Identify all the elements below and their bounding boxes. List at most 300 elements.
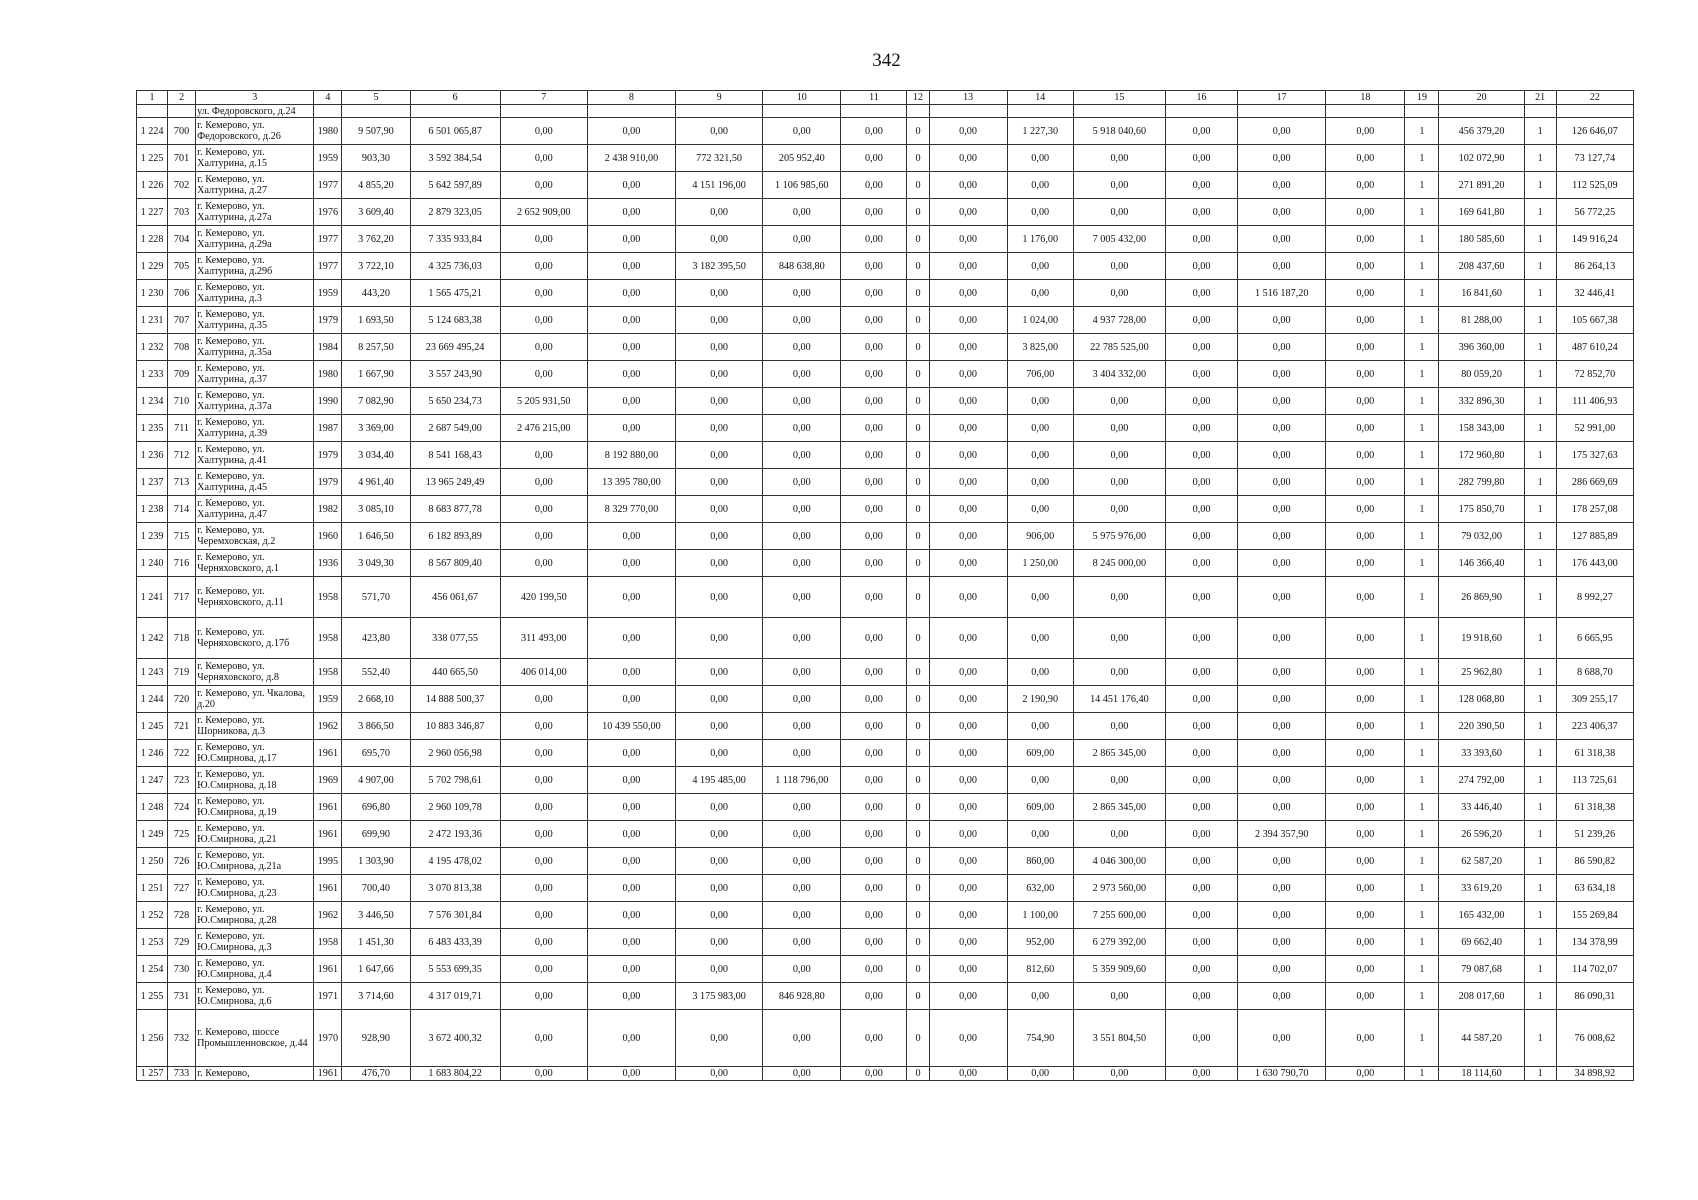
table-cell: 0,00: [929, 442, 1007, 469]
table-cell: 3 404 332,00: [1073, 361, 1165, 388]
table-cell: 0,00: [1238, 902, 1326, 929]
table-cell: 0,00: [1007, 983, 1073, 1010]
table-cell: 0,00: [929, 280, 1007, 307]
table-cell: 3 866,50: [342, 713, 410, 740]
table-cell: 2 190,90: [1007, 686, 1073, 713]
table-cell: 80 059,20: [1439, 361, 1524, 388]
table-cell: 26 869,90: [1439, 577, 1524, 618]
table-cell: 0,00: [500, 226, 587, 253]
table-cell: 0,00: [1073, 415, 1165, 442]
table-cell: 1976: [314, 199, 342, 226]
table-cell: 1 242: [137, 618, 168, 659]
table-cell: 6 279 392,00: [1073, 929, 1165, 956]
table-cell: 6 501 065,87: [410, 118, 500, 145]
table-row: [137, 226, 1634, 253]
table-cell: 571,70: [342, 577, 410, 618]
table-cell: 1: [1524, 848, 1556, 875]
table-cell: 0,00: [1165, 618, 1237, 659]
table-cell: 1 232: [137, 334, 168, 361]
table-cell: 286 669,69: [1556, 469, 1633, 496]
table-cell: 0,00: [1073, 253, 1165, 280]
table-cell: 1995: [314, 848, 342, 875]
table-cell: 6 182 893,89: [410, 523, 500, 550]
address-cell: г. Кемерово, ул. Ю.Смирнова, д.23: [196, 875, 314, 902]
table-cell: 0,00: [841, 361, 907, 388]
table-cell: 1 235: [137, 415, 168, 442]
table-cell: 0,00: [676, 902, 763, 929]
table-cell: 169 641,80: [1439, 199, 1524, 226]
table-cell: 5 918 040,60: [1073, 118, 1165, 145]
table-cell: 114 702,07: [1556, 956, 1633, 983]
table-cell: 0,00: [1326, 199, 1405, 226]
table-cell: 0: [907, 577, 929, 618]
table-cell: 0,00: [1007, 659, 1073, 686]
table-cell: 0: [907, 253, 929, 280]
table-cell: 4 325 736,03: [410, 253, 500, 280]
table-cell: 0,00: [841, 172, 907, 199]
table-cell: 0: [907, 875, 929, 902]
table-cell: 1979: [314, 469, 342, 496]
table-cell: 0,00: [1326, 956, 1405, 983]
table-cell: 1: [1405, 686, 1439, 713]
table-cell: 5 205 931,50: [500, 388, 587, 415]
table-cell: 0,00: [763, 199, 841, 226]
column-number-header: 1: [137, 91, 168, 105]
table-cell: 0,00: [676, 929, 763, 956]
column-number-header: 19: [1405, 91, 1439, 105]
table-cell: 1: [1524, 280, 1556, 307]
table-cell: 178 257,08: [1556, 496, 1633, 523]
table-cell: 0,00: [1238, 334, 1326, 361]
table-cell: 3 592 384,54: [410, 145, 500, 172]
table-cell: 0,00: [1238, 469, 1326, 496]
table-cell: 0,00: [500, 848, 587, 875]
table-cell: 0,00: [1238, 550, 1326, 577]
table-cell: 0,00: [676, 1067, 763, 1081]
table-cell: 4 937 728,00: [1073, 307, 1165, 334]
table-cell: 176 443,00: [1556, 550, 1633, 577]
table-cell: 0,00: [1326, 794, 1405, 821]
table-cell: 0,00: [1165, 469, 1237, 496]
table-cell: 0,00: [763, 118, 841, 145]
table-cell: 0,00: [1326, 172, 1405, 199]
table-cell: 0,00: [841, 307, 907, 334]
table-cell: 0,00: [763, 307, 841, 334]
table-cell: 0,00: [1073, 983, 1165, 1010]
table-cell: 63 634,18: [1556, 875, 1633, 902]
table-cell: 0,00: [929, 118, 1007, 145]
table-cell: 0,00: [676, 713, 763, 740]
table-cell: 928,90: [342, 1010, 410, 1067]
column-number-header: 8: [587, 91, 675, 105]
table-cell: 134 378,99: [1556, 929, 1633, 956]
table-cell: 0,00: [1165, 956, 1237, 983]
table-cell: 1: [1405, 875, 1439, 902]
table-cell: 0,00: [841, 199, 907, 226]
table-cell: 1: [1405, 577, 1439, 618]
table-cell: 0,00: [1165, 145, 1237, 172]
table-cell: 0,00: [841, 496, 907, 523]
table-cell: 0,00: [841, 226, 907, 253]
table-cell: 705: [168, 253, 196, 280]
table-cell: 8 192 880,00: [587, 442, 675, 469]
table-cell: 0: [907, 740, 929, 767]
table-cell: 1987: [314, 415, 342, 442]
table-cell: 0,00: [763, 523, 841, 550]
table-cell: 1: [1524, 145, 1556, 172]
table-cell: 2 394 357,90: [1238, 821, 1326, 848]
table-cell: 0,00: [587, 199, 675, 226]
table-cell: 332 896,30: [1439, 388, 1524, 415]
table-cell: 13 965 249,49: [410, 469, 500, 496]
table-cell: 112 525,09: [1556, 172, 1633, 199]
table-cell: 0: [907, 496, 929, 523]
table-cell: 695,70: [342, 740, 410, 767]
column-number-header: 2: [168, 91, 196, 105]
table-cell: 0,00: [500, 280, 587, 307]
address-cell: г. Кемерово, ул. Ю.Смирнова, д.28: [196, 902, 314, 929]
table-row: [137, 902, 1634, 929]
table-cell: 8 245 000,00: [1073, 550, 1165, 577]
table-cell: 5 642 597,89: [410, 172, 500, 199]
table-cell: 702: [168, 172, 196, 199]
table-cell: 0,00: [1326, 442, 1405, 469]
column-number-header: 21: [1524, 91, 1556, 105]
table-cell: 1 244: [137, 686, 168, 713]
table-cell: 0,00: [763, 956, 841, 983]
table-cell: 1: [1524, 618, 1556, 659]
address-cell: г. Кемерово, ул. Халтурина, д.35а: [196, 334, 314, 361]
table-cell: 72 852,70: [1556, 361, 1633, 388]
table-cell: 0,00: [1073, 767, 1165, 794]
table-row: [137, 145, 1634, 172]
table-cell: 1979: [314, 442, 342, 469]
table-cell: 0,00: [676, 307, 763, 334]
table-cell: 0,00: [1073, 821, 1165, 848]
table-cell: 715: [168, 523, 196, 550]
table-cell: 1: [1524, 875, 1556, 902]
table-cell: 706,00: [1007, 361, 1073, 388]
table-cell: 0,00: [841, 821, 907, 848]
table-cell: 1: [1524, 469, 1556, 496]
table-cell: 1 565 475,21: [410, 280, 500, 307]
table-cell: 0: [907, 929, 929, 956]
table-cell: 0,00: [1326, 929, 1405, 956]
table-cell: 0,00: [841, 334, 907, 361]
table-cell: 0,00: [763, 929, 841, 956]
table-row: [137, 388, 1634, 415]
table-cell: 0: [907, 686, 929, 713]
table-cell: 0,00: [841, 577, 907, 618]
table-cell: 1958: [314, 929, 342, 956]
table-cell: 952,00: [1007, 929, 1073, 956]
table-cell: 0,00: [763, 334, 841, 361]
table-cell: 158 343,00: [1439, 415, 1524, 442]
table-cell: 0,00: [929, 496, 1007, 523]
address-cell: г. Кемерово, ул. Ю.Смирнова, д.21а: [196, 848, 314, 875]
table-cell: 0,00: [676, 956, 763, 983]
column-number-header: 7: [500, 91, 587, 105]
table-cell: 0,00: [763, 686, 841, 713]
table-cell: 0,00: [841, 929, 907, 956]
table-cell: 0,00: [763, 415, 841, 442]
table-cell: 0,00: [929, 145, 1007, 172]
table-cell: 0,00: [763, 1067, 841, 1081]
table-cell: 1958: [314, 618, 342, 659]
table-cell: 1 024,00: [1007, 307, 1073, 334]
table-cell: 1 647,66: [342, 956, 410, 983]
table-cell: 1 250,00: [1007, 550, 1073, 577]
table-cell: 8 329 770,00: [587, 496, 675, 523]
address-cell: г. Кемерово, ул. Халтурина, д.15: [196, 145, 314, 172]
table-cell: 4 195 478,02: [410, 848, 500, 875]
table-cell: 1: [1405, 442, 1439, 469]
table-cell: 772 321,50: [676, 145, 763, 172]
table-cell: 0: [907, 659, 929, 686]
table-body: [137, 105, 1634, 1081]
table-cell: 3 672 400,32: [410, 1010, 500, 1067]
table-cell: 609,00: [1007, 794, 1073, 821]
table-cell: 0,00: [587, 659, 675, 686]
table-cell: 0,00: [1073, 496, 1165, 523]
table-cell: 1: [1405, 334, 1439, 361]
table-cell: 0,00: [929, 618, 1007, 659]
table-cell: 0,00: [500, 956, 587, 983]
table-cell: 4 151 196,00: [676, 172, 763, 199]
table-cell: 0,00: [676, 415, 763, 442]
table-cell: 0,00: [1007, 577, 1073, 618]
table-cell: 0,00: [1326, 767, 1405, 794]
table-cell: 707: [168, 307, 196, 334]
address-cell: г. Кемерово, ул. Халтурина, д.41: [196, 442, 314, 469]
table-cell: 1 255: [137, 983, 168, 1010]
table-cell: 13 395 780,00: [587, 469, 675, 496]
table-cell: 4 317 019,71: [410, 983, 500, 1010]
table-cell: 0,00: [841, 415, 907, 442]
table-cell: 0,00: [1238, 740, 1326, 767]
table-cell: 5 124 683,38: [410, 307, 500, 334]
table-cell: 0,00: [763, 740, 841, 767]
table-cell: 0,00: [841, 253, 907, 280]
table-cell: 5 702 798,61: [410, 767, 500, 794]
table-cell: 180 585,60: [1439, 226, 1524, 253]
table-cell: 0,00: [841, 686, 907, 713]
table-cell: 0,00: [676, 686, 763, 713]
table-cell: 0: [907, 361, 929, 388]
table-cell: 0: [907, 307, 929, 334]
table-cell: 732: [168, 1010, 196, 1067]
table-cell: 0,00: [929, 875, 1007, 902]
table-cell: 0,00: [676, 496, 763, 523]
table-cell: 0,00: [763, 226, 841, 253]
table-cell: 1 227,30: [1007, 118, 1073, 145]
table-cell: 1 226: [137, 172, 168, 199]
table-cell: 102 072,90: [1439, 145, 1524, 172]
table-cell: 1 227: [137, 199, 168, 226]
address-cell: г. Кемерово, ул. Черняховского, д.11: [196, 577, 314, 618]
table-cell: 0,00: [500, 550, 587, 577]
table-cell: 706: [168, 280, 196, 307]
table-cell: 0,00: [763, 794, 841, 821]
table-cell: 69 662,40: [1439, 929, 1524, 956]
table-cell: 0,00: [929, 659, 1007, 686]
table-cell: 0,00: [1238, 577, 1326, 618]
address-cell: г. Кемерово,: [196, 1067, 314, 1081]
table-cell: 0,00: [587, 686, 675, 713]
table-cell: 1: [1405, 226, 1439, 253]
table-cell: 0,00: [1326, 577, 1405, 618]
table-cell: 0,00: [1326, 145, 1405, 172]
table-cell: 0,00: [676, 442, 763, 469]
table-cell: 172 960,80: [1439, 442, 1524, 469]
address-cell: г. Кемерово, ул. Халтурина, д.35: [196, 307, 314, 334]
table-cell: 3 557 243,90: [410, 361, 500, 388]
table-cell: 0,00: [1007, 767, 1073, 794]
table-cell: 3 551 804,50: [1073, 1010, 1165, 1067]
table-cell: 0,00: [1238, 253, 1326, 280]
table-cell: 0,00: [763, 442, 841, 469]
table-cell: 274 792,00: [1439, 767, 1524, 794]
table-cell: 2 865 345,00: [1073, 794, 1165, 821]
table-cell: 0,00: [1326, 902, 1405, 929]
table-cell: 0,00: [500, 1010, 587, 1067]
table-row: [137, 821, 1634, 848]
table-cell: 0,00: [1165, 794, 1237, 821]
table-cell: 0,00: [929, 1067, 1007, 1081]
table-cell: 0,00: [500, 523, 587, 550]
table-cell: 1 243: [137, 659, 168, 686]
table-cell: 0,00: [1007, 172, 1073, 199]
table-cell: 0,00: [1238, 875, 1326, 902]
housing-register-table: [136, 90, 1634, 1081]
table-cell: 1: [1405, 307, 1439, 334]
table-cell: 0,00: [500, 767, 587, 794]
table-cell: 0,00: [1326, 334, 1405, 361]
table-cell: 1: [1524, 388, 1556, 415]
table-cell: 86 264,13: [1556, 253, 1633, 280]
table-cell: 4 961,40: [342, 469, 410, 496]
column-number-header: 18: [1326, 91, 1405, 105]
table-cell: 0,00: [763, 875, 841, 902]
table-cell: 1982: [314, 496, 342, 523]
table-cell: 0,00: [1326, 361, 1405, 388]
table-row: [137, 469, 1634, 496]
table-cell: 311 493,00: [500, 618, 587, 659]
table-cell: 10 439 550,00: [587, 713, 675, 740]
table-row: [137, 118, 1634, 145]
table-cell: 717: [168, 577, 196, 618]
table-cell: 0,00: [841, 713, 907, 740]
table-cell: 719: [168, 659, 196, 686]
table-cell: 0,00: [1073, 388, 1165, 415]
table-cell: 0,00: [929, 686, 1007, 713]
column-number-header: 12: [907, 91, 929, 105]
table-cell: 0,00: [841, 442, 907, 469]
table-cell: 0,00: [676, 659, 763, 686]
table-cell: 0,00: [1238, 983, 1326, 1010]
table-cell: 0,00: [841, 956, 907, 983]
table-cell: 0,00: [763, 280, 841, 307]
address-cell: г. Кемерово, ул. Ю.Смирнова, д.4: [196, 956, 314, 983]
address-cell: г. Кемерово, ул. Чкалова, д.20: [196, 686, 314, 713]
table-cell: 0,00: [1238, 523, 1326, 550]
table-cell: 1961: [314, 821, 342, 848]
table-cell: 730: [168, 956, 196, 983]
table-cell: 724: [168, 794, 196, 821]
table-cell: 0,00: [1073, 659, 1165, 686]
table-cell: 51 239,26: [1556, 821, 1633, 848]
table-cell: 282 799,80: [1439, 469, 1524, 496]
table-cell: 0: [907, 145, 929, 172]
table-cell: 1958: [314, 659, 342, 686]
table-cell: 1: [1524, 118, 1556, 145]
table-cell: 0,00: [587, 902, 675, 929]
table-cell: 0: [907, 523, 929, 550]
table-cell: 0,00: [763, 361, 841, 388]
table-cell: 1: [1524, 740, 1556, 767]
table-cell: 1: [1524, 1010, 1556, 1067]
table-cell: 0,00: [929, 848, 1007, 875]
table-cell: 0,00: [929, 956, 1007, 983]
table-row: [137, 1010, 1634, 1067]
table-cell: 1: [1405, 199, 1439, 226]
table-cell: 208 437,60: [1439, 253, 1524, 280]
table-cell: 0,00: [676, 388, 763, 415]
table-cell: 1: [1405, 415, 1439, 442]
table-cell: 0,00: [1165, 713, 1237, 740]
table-cell: 0,00: [929, 415, 1007, 442]
table-cell: 0,00: [500, 821, 587, 848]
table-cell: 0,00: [929, 1010, 1007, 1067]
table-cell: 0,00: [1073, 172, 1165, 199]
table-cell: 0: [907, 1010, 929, 1067]
table-cell: 8 567 809,40: [410, 550, 500, 577]
table-cell: 1: [1405, 740, 1439, 767]
address-cell: г. Кемерово, ул. Ю.Смирнова, д.18: [196, 767, 314, 794]
table-cell: 0,00: [1073, 713, 1165, 740]
table-cell: 1: [1524, 577, 1556, 618]
table-cell: 0,00: [500, 307, 587, 334]
table-cell: 0,00: [676, 523, 763, 550]
table-cell: 718: [168, 618, 196, 659]
table-cell: 2 960 109,78: [410, 794, 500, 821]
table-cell: 0,00: [929, 767, 1007, 794]
table-cell: 0,00: [500, 740, 587, 767]
table-cell: 33 393,60: [1439, 740, 1524, 767]
table-cell: 0,00: [1238, 496, 1326, 523]
table-cell: 0,00: [1007, 199, 1073, 226]
table-cell: 18 114,60: [1439, 1067, 1524, 1081]
table-cell: 0,00: [500, 172, 587, 199]
table-row: [137, 496, 1634, 523]
table-cell: 1: [1524, 983, 1556, 1010]
table-cell: 696,80: [342, 794, 410, 821]
table-row: [137, 280, 1634, 307]
table-cell: 0,00: [763, 1010, 841, 1067]
table-row: [137, 253, 1634, 280]
table-cell: 0,00: [1007, 1067, 1073, 1081]
table-cell: 2 652 909,00: [500, 199, 587, 226]
table-cell: 1: [1405, 523, 1439, 550]
table-cell: 1990: [314, 388, 342, 415]
table-cell: 1936: [314, 550, 342, 577]
table-cell: 0,00: [587, 821, 675, 848]
column-number-header: 22: [1556, 91, 1633, 105]
table-cell: 906,00: [1007, 523, 1073, 550]
table-cell: 0,00: [1007, 713, 1073, 740]
column-number-header: 15: [1073, 91, 1165, 105]
table-cell: 1: [1524, 361, 1556, 388]
